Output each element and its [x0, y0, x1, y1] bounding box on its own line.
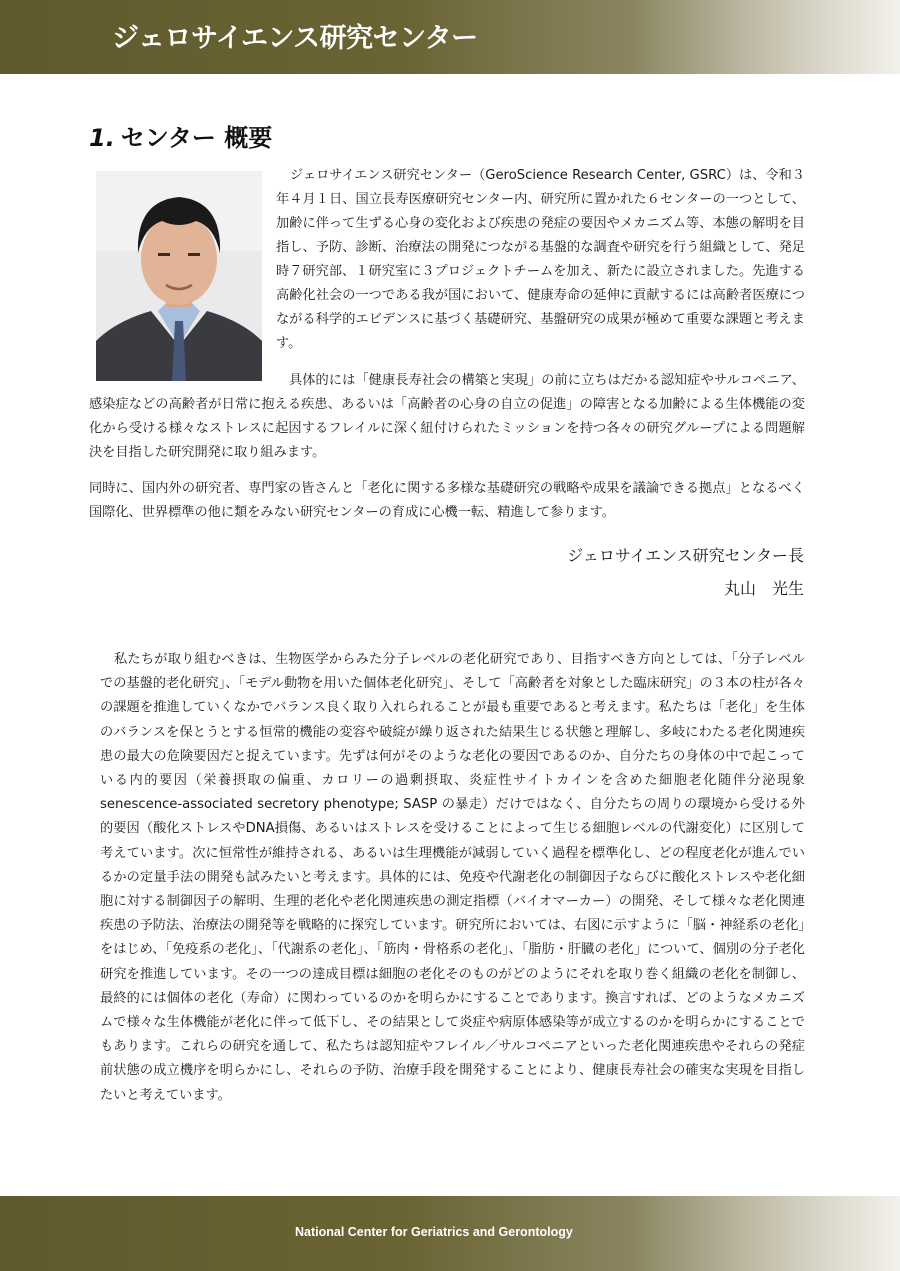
mission-paragraph: 具体的には「健康長寿社会の構築と実現」の前に立ちはだかる認知症やサルコペニア、感染症などの高齢者が日常に抱える疾患、あるいは「高齢者の心身の自立の促進」の障害となる加齢による生体機能の変化から受ける様々なストレスに起因するフレイルに深く紐付けられたミッションを持つ各々の研究グループによる問題解決を目指した研究開発に取り組みます。 [89, 373, 805, 460]
portrait-photo [96, 171, 262, 381]
signature-name: 丸山 光生 [723, 579, 804, 598]
intro-paragraph: ジェロサイエンス研究センター（GeroScience Research Center, GSRC）は、令和３年４月１日、国立長寿医療研究センター内、研究所に置かれた６センターの一つとして、加齢に伴って生ずる心身の変化および疾患の発症の要因やメカニズム等、本態の解明を目指し、予防、診断、治療法の開発につながる基盤的な調査や研究を行う組織として、発足時７研究部、１研究室に３プロジェクトチームを加え、新たに設立されました。先進する高齢化社会の一つである我が国において、健康寿命の延伸に貢献するには高齢者医療につながる科学的エビデンスに基づく基礎研究、基盤研究の成果が極めて重要な課題と考えます。 [276, 168, 805, 351]
signature-role: ジェロサイエンス研究センター長 [567, 546, 804, 565]
portrait-photo-icon [96, 171, 262, 381]
page-title: ジェロサイエンス研究センター [112, 23, 478, 54]
footer-organization: National Center for Geriatrics and Gerontology [295, 1225, 573, 1239]
section-heading [89, 118, 272, 153]
vision-paragraph: 同時に、国内外の研究者、専門家の皆さんと「老化に関する多様な基礎研究の戦略や成果を議論できる拠点」となるべく国際化、世界標準の他に類をみない研究センターの育成に心機一転、精進して参ります。 [89, 481, 805, 520]
research-paragraph: 私たちが取り組むべきは、生物医学からみた分子レベルの老化研究であり、目指すべき方向としては、「分子レベルでの基盤的老化研究」、「モデル動物を用いた個体老化研究」、そして「高齢者を対象とした臨床研究」の３本の柱が各々の課題を推進していくなかでバランス良く取り入れられることが最も重要であると考えます。私たちは「老化」を生体のバランスを保とうとする恒常的機能の変容や破綻が繰り返された結果生じる状態と理解し、多岐にわたる老化関連疾患の最大の危険要因だと捉えています。先ずは何がそのような老化の要因であるのか、自分たちの身体の中で起こっている内的要因（栄養摂取の偏重、カロリーの過剰摂取、炎症性サイトカインを含めた細胞老化随伴分泌現象 senescence-associated secretory phenotype; SASP の暴走）だけではなく、自分たちの周りの環境から受ける外的要因（酸化ストレスやDNA損傷、あるいはストレスを受けることによって生じる細胞レベルの代謝変化）に区別して考えています。次に恒常性が維持される、あるいは生理機能が減弱していく過程を標準化し、どの程度老化が進んでいるかの定量手法の開発も試みたいと考えます。具体的には、免疫や代謝老化の制御因子ならびに酸化ストレスや老化細胞に対する制御因子の解明、生理的老化や老化関連疾患の測定指標（バイオマーカー）の開発、そして様々な老化関連疾患の予防法、治療法の開発等を戦略的に探究しています。研究所においては、右図に示すように「脳・神経系の老化」をはじめ、「免疫系の老化」、「代謝系の老化」、「筋肉・骨格系の老化」、「脂肪・肝臓の老化」について、個別の分子老化研究を推進しています。その一つの達成目標は細胞の老化そのものがどのようにそれを取り巻く組織の老化を制御し、最終的には個体の老化（寿命）に関わっているのかを明らかにすることであります。換言すれば、どのようなメカニズムで様々な生体機能が老化に伴って低下し、その結果として炎症や病原体感染等が成立するのかを明らかにすることでもあります。これらの研究を通して、私たちは認知症やフレイル／サルコペニアといった老化関連疾患やそれらの発症前状態の成立機序を明らかにし、それらの予防、治療手段を開発することにより、健康長寿社会の確実な実現を目指したいと考えています。 [100, 652, 805, 1103]
section-number: 1. [89, 124, 115, 152]
section-title: センター 概要 [120, 124, 273, 152]
